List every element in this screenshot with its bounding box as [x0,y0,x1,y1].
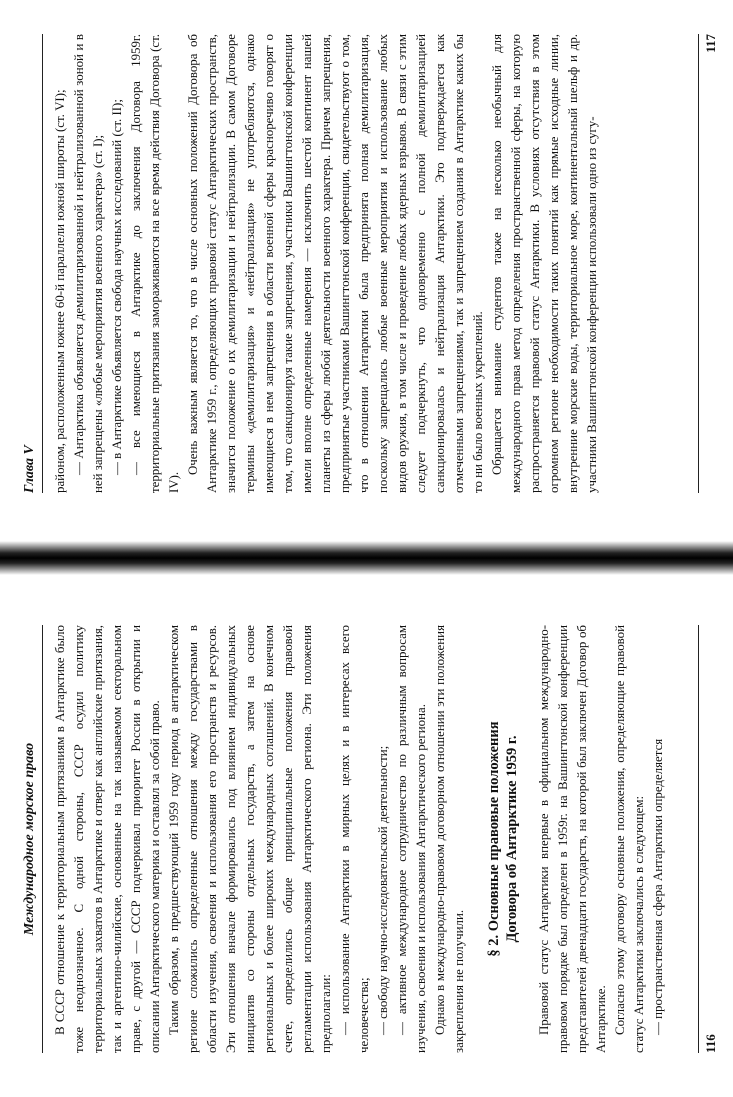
page-number-right: 117 [698,34,719,493]
paragraph: — использование Антарктики в мирных целях и в интересах всего человечества; [338,625,371,1053]
section-heading-line-2: Договора об Антарктике 1959 г. [504,735,520,943]
paragraph: районом, расположенным южнее 60-й параллели южной широты (ст. VI); [53,89,67,493]
book-gutter-shadow [0,541,733,575]
paragraph: В СССР отношение к территориальным притязаниям в Антарктике было тоже неоднозначное. С одной стороны, СССР осудил политику территориальных захватов в Антарктике и отверг как английские притязания, так и аргентино-чилийские, основанные на так называемом секторальном праве, с другой — СССР подчеркивал приоритет России в открытии и описании Антарктического материка и оставлял за собой право. [53,625,162,1053]
paragraph: — активное международное сотрудничество по различным вопросам изучения, освоения и использования Антарктического региона. [395,625,428,1053]
left-page [0,597,733,1097]
paragraph: Таким образом, в предшествующий 1959 году период в антарктическом регионе сложились определенные отношения между государствами в области изучения, освоения и использования его пространств и ресурсов. Эти отношения вначале формировались под влиянием индивидуальных инициатив со стороны отдельных государств, а затем на основе региональных и более широких международных соглашений. В конечном счете, определились общие принципиальные положения правовой регламентации использования Антарктического региона. Эти положения предполагали: [167,625,333,1053]
paragraph: Согласно этому договору основные положения, определяющие правовой статус Антарктики заключались в следующем: [613,625,646,1053]
paragraph: Однако в международно-правовом договорном отношении эти положения закрепления не получили. [433,625,466,1053]
paragraph: — пространственная сфера Антарктики определяется [651,738,665,1035]
paragraph: Обращается внимание студентов также на несколько необычный для международного права метод определения пространственной сферы, на которую распространяется правовой статус Антарктики. В условиях отсутствия в этом огромном регионе необходимости таких понятий как прямые исходные линии, внутренние морские воды, территориальное море, континентальный шельф и др. участники Вашингтонской конференции использовали одно из сугу- [490,34,599,493]
section-heading [485,625,521,1053]
running-head-left: Международное морское право [22,625,43,1053]
paragraph: — все имеющиеся в Антарктике до заключения Договора 1959г. территориальные притязания замораживаются на все время действия Договора (ст. IV). [129,34,181,493]
page-number-left: 116 [698,625,719,1053]
paragraph: Очень важным является то, что в числе основных положений Договора об Антарктике 1959 г., определяющих правовой статус Антарктических пространств, значится положение о их демилитаризации и нейтрализации. В самом Договоре термины «демилитаризация» и «нейтрализация» не употребляются, однако имеющиеся в нем запрещения в области военной сферы красноречиво говорят о том, что санкционируя такие запрещения, участники Вашингтонской конференции имели вполне определенные намерения — исключить шестой континент нашей планеты из сферы любой деятельности военного характера. Причем запрещения, предпринятые участниками Вашингтонской конференции, свидетельствуют о том, что в отношении Антарктики была предпринята полная демилитаризация, поскольку запрещались любые военные мероприятия и использование любых видов оружия, в том числе и проведение любых ядерных взрывов. В связи с этим следует подчеркнуть, что одновременно с полной демилитаризацией санкционировалась и нейтрализация Антарктики. Это подтверждается как отмеченными запрещениями, так и запрещением создания в Антарктике каких бы то ни было военных укреплений. [186,34,485,493]
paragraph: — Антарктика объявляется демилитаризованной и нейтрализованной зоной и в ней запрещены «любые мероприятия военного характера» (ст. I); [72,34,105,493]
paragraph: Правовой статус Антарктики впервые в официальном международно-правовом порядке был определен в 1959г. на Вашингтонской конференции представителей двенадцати государств, на которой был заключен Договор об Антарктике. [537,625,608,1053]
running-head-right: Глава V [22,34,43,493]
right-page [0,0,733,519]
section-heading-line-1: § 2. Основные правовые положения [486,721,502,957]
paragraph: — в Антарктике объявляется свобода научных исследований (ст. II); [110,99,124,475]
paragraph: — свободу научно-исследовательской деятельности; [376,745,390,1035]
